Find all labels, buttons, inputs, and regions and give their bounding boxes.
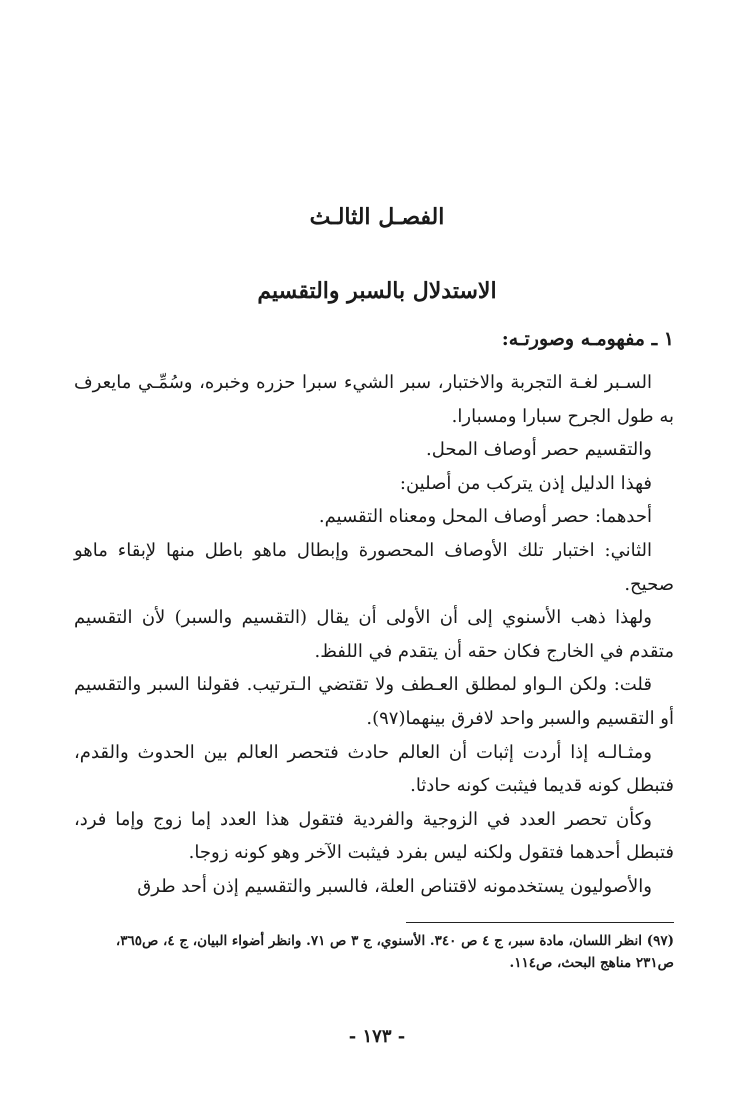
page-number: - ١٧٣ - — [348, 1026, 406, 1047]
paragraph-usuliyyun: والأصوليون يستخدمونه لاقتناص العلة، فالسبر والتقسيم إذن أحد طرق — [137, 875, 652, 897]
paragraph-example-number: وكأن تحصر العدد في الزوجية والفردية فتقول هذا العدد إما زوج وإما فرد، فتبطل أحدهما فتقول ولكنه ليس بفرد فيثبت الآخر وهو كونه زوجا. — [74, 808, 674, 864]
footnote-divider — [406, 922, 674, 923]
body-text — [74, 366, 674, 904]
footnote-97: (٩٧) انظر اللسان، مادة سبر، ج ٤ ص ٣٤٠. الأسنوي، ج ٣ ص ٧١. وانظر أضواء البيان، ج ٤، ص٣٦٥، ص٢٣١ مناهج البحث، ص١١٤. — [115, 933, 674, 971]
paragraph-two-principles: فهذا الدليل إذن يتركب من أصلين: — [399, 472, 652, 494]
subsection-title: ١ ـ مفهومـه وصورتـه: — [501, 328, 674, 350]
paragraph-isnawi: ولهذا ذهب الأسنوي إلى أن الأولى أن يقال (التقسيم والسبر) لأن التقسيم متقدم في الخارج فكان حقه أن يتقدم في اللفظ. — [74, 607, 674, 662]
paragraph-second-principle: الثاني: اختبار تلك الأوصاف المحصورة وإبطال ماهو باطل منها لإبقاء ماهو صحيح. — [74, 539, 674, 595]
paragraph-first-principle: أحدهما: حصر أوصاف المحل ومعناه التقسيم. — [318, 506, 652, 528]
chapter-title: الفصـل الثالـث — [309, 204, 445, 230]
paragraph-definition: السـبر لغـة التجربة والاختبار، سبر الشيء سبرا حزره وخبره، وسُمِّـي مايعرف به طول الجرح سبارا ومسبارا. — [74, 372, 674, 427]
paragraph-author-note: قلت: ولكن الـواو لمطلق العـطف ولا تقتضي الـترتيب. فقولنا السبر والتقسيم أو التقسيم والسبر واحد لافرق بينهما(٩٧). — [74, 674, 674, 729]
paragraph-example-world: ومثـالـه إذا أردت إثبات أن العالم حادث فتحصر العالم بين الحدوث والقدم، فتبطل كونه قديما فيثبت كونه حادثا. — [74, 741, 674, 797]
paragraph-taqsim: والتقسيم حصر أوصاف المحل. — [425, 439, 652, 461]
section-title: الاستدلال بالسبر والتقسيم — [257, 278, 497, 304]
